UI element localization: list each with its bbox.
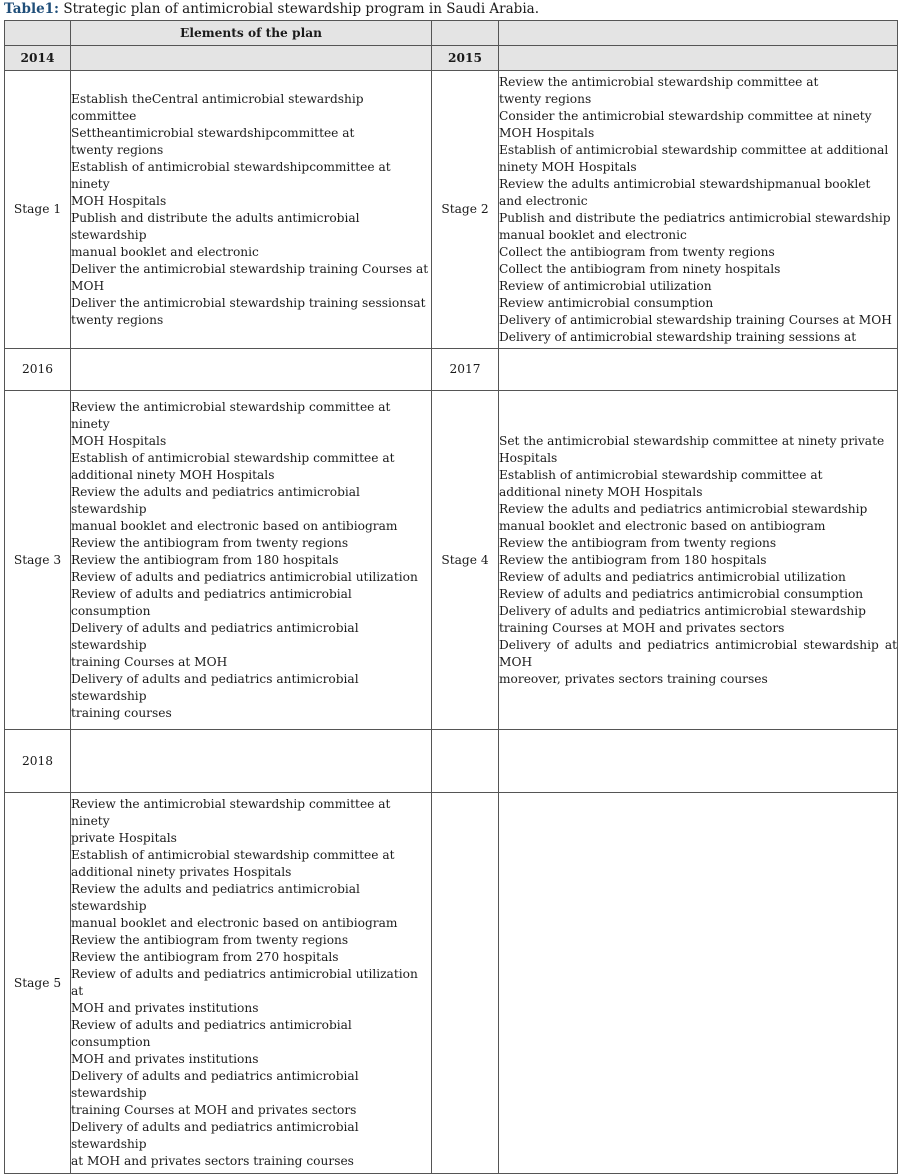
plan-element-line: stewardship xyxy=(71,227,147,242)
plan-element-line: Establish theCentral antimicrobial stewardship xyxy=(71,91,364,106)
plan-element-line: Review of adults and pediatrics antimicrobial utilization xyxy=(71,967,418,981)
plan-element-line: Consider the antimicrobial stewardship committee at ninety xyxy=(499,108,872,123)
plan-element-line: Delivery of antimicrobial stewardship training sessions at xyxy=(499,329,857,344)
plan-element-line: Review the antimicrobial stewardship committee at xyxy=(71,797,391,811)
plan-element-line: MOH and privates institutions xyxy=(71,1052,259,1066)
stage-5-label: Stage 5 xyxy=(5,793,71,1174)
plan-element-line: Review the adults antimicrobial stewardshipmanual booklet xyxy=(499,176,871,191)
year-row-empty-cell xyxy=(71,730,432,793)
plan-element-line: manual booklet and electronic based on antibiogram xyxy=(71,916,398,930)
plan-element-line: Collect the antibiogram from ninety hospitals xyxy=(499,261,781,276)
stage-3-elements xyxy=(71,391,432,730)
stage-row-3-4 xyxy=(5,391,898,730)
plan-element-line: Review of adults and pediatrics antimicrobial consumption xyxy=(499,586,864,601)
plan-element-line: Delivery of adults and pediatrics antimicrobial xyxy=(71,620,359,635)
plan-element-line: manual booklet and electronic based on antibiogram xyxy=(71,518,398,533)
year-row-2018 xyxy=(5,730,898,793)
year-2016: 2016 xyxy=(5,349,71,391)
plan-element-line: additional ninety MOH Hospitals xyxy=(499,484,703,499)
table-header-row xyxy=(5,21,898,46)
plan-element-line: consumption xyxy=(71,603,151,618)
plan-element-line: Review of adults and pediatrics antimicrobial xyxy=(71,1018,352,1032)
plan-element-line: Collect the antibiogram from twenty regions xyxy=(499,244,775,259)
elements-header: Elements of the plan xyxy=(71,21,432,46)
plan-element-line: Review the antibiogram from twenty regions xyxy=(499,535,777,550)
plan-element-line: Delivery of adults and pediatrics antimicrobial stewardship at xyxy=(499,637,897,652)
stage-4-label: Stage 4 xyxy=(432,391,499,730)
plan-element-line: manual booklet and electronic xyxy=(71,244,259,259)
year-row-empty-cell xyxy=(499,46,898,71)
stage-row-empty-cell xyxy=(499,793,898,1174)
plan-element-line: training Courses at MOH xyxy=(71,654,228,669)
plan-element-line: Review the antimicrobial stewardship committee at xyxy=(71,399,391,414)
stage-2-label: Stage 2 xyxy=(432,71,499,349)
plan-element-line: stewardship xyxy=(71,688,147,703)
year-2015: 2015 xyxy=(432,46,499,71)
plan-element-line: stewardship xyxy=(71,637,147,652)
plan-element-line: Review the antibiogram from 180 hospitals xyxy=(499,552,767,567)
plan-element-line: Review the adults and pediatrics antimicrobial xyxy=(71,484,360,499)
year-2018: 2018 xyxy=(5,730,71,793)
year-row-empty-cell xyxy=(499,349,898,391)
caption-text: Strategic plan of antimicrobial stewardship program in Saudi Arabia. xyxy=(59,1,539,17)
plan-element-line: additional ninety privates Hospitals xyxy=(71,865,292,879)
year-row-2014-2015 xyxy=(5,46,898,71)
plan-element-line: Review of adults and pediatrics antimicrobial utilization xyxy=(499,569,846,584)
plan-element-line: Delivery of adults and pediatrics antimicrobial xyxy=(71,671,359,686)
header-empty-cell xyxy=(499,21,898,46)
plan-element-line: stewardship xyxy=(71,1086,147,1100)
plan-element-line: Review the antibiogram from 270 hospitals xyxy=(71,950,339,964)
plan-element-line: Review the adults and pediatrics antimicrobial xyxy=(71,882,360,896)
plan-element-line: Review antimicrobial consumption xyxy=(499,295,714,310)
plan-element-line: Hospitals xyxy=(499,450,558,465)
plan-element-line: Establish of antimicrobial stewardship committee at xyxy=(71,450,395,465)
plan-element-line: additional ninety MOH Hospitals xyxy=(71,467,275,482)
stage-row-5 xyxy=(5,793,898,1174)
plan-element-line: Publish and distribute the adults antimicrobial xyxy=(71,210,360,225)
year-2014: 2014 xyxy=(5,46,71,71)
plan-element-line: Delivery of antimicrobial stewardship training Courses at MOH xyxy=(499,312,892,327)
plan-element-line: Delivery of adults and pediatrics antimicrobial xyxy=(71,1069,359,1083)
plan-element-line: stewardship xyxy=(71,1137,147,1151)
plan-element-line: training Courses at MOH and privates sectors xyxy=(71,1103,357,1117)
plan-element-line: private Hospitals xyxy=(71,831,177,845)
plan-element-line: stewardship xyxy=(71,899,147,913)
plan-element-line: committee xyxy=(71,108,137,123)
stage-5-elements xyxy=(71,793,432,1174)
plan-element-line: Review of adults and pediatrics antimicrobial xyxy=(71,586,352,601)
year-2017: 2017 xyxy=(432,349,499,391)
stage-3-label: Stage 3 xyxy=(5,391,71,730)
year-row-empty-cell xyxy=(71,46,432,71)
plan-element-line: twenty regions xyxy=(71,312,164,327)
plan-element-line: consumption xyxy=(71,1035,151,1049)
plan-element-line: ninety MOH Hospitals xyxy=(499,159,637,174)
plan-element-line: MOH Hospitals xyxy=(499,125,595,140)
caption-label: Table1: xyxy=(4,1,60,17)
plan-element-line: moreover, privates sectors training courses xyxy=(499,671,768,686)
plan-element-line: Review of adults and pediatrics antimicrobial utilization xyxy=(71,569,418,584)
plan-element-line: MOH xyxy=(499,654,533,669)
plan-element-line: twenty regions xyxy=(499,91,592,106)
plan-element-line: Establish of antimicrobial stewardship committee at xyxy=(499,467,823,482)
plan-element-line: Review the adults and pediatrics antimicrobial stewardship xyxy=(499,501,868,516)
plan-element-line: Set the antimicrobial stewardship committee at ninety private xyxy=(499,433,885,448)
plan-element-line: ninety xyxy=(71,176,110,191)
plan-element-line: Deliver the antimicrobial stewardship training sessionsat xyxy=(71,295,426,310)
plan-element-line: Delivery of adults and pediatrics antimicrobial stewardship xyxy=(499,603,866,618)
stage-1-label: Stage 1 xyxy=(5,71,71,349)
plan-element-line: at MOH and privates sectors training courses xyxy=(71,1154,354,1168)
plan-element-line: manual booklet and electronic based on antibiogram xyxy=(499,518,826,533)
plan-element-line: Establish of antimicrobial stewardship committee at additional xyxy=(499,142,889,157)
plan-element-line: Review the antimicrobial stewardship committee at xyxy=(499,74,819,89)
plan-element-line: training Courses at MOH and privates sectors xyxy=(499,620,785,635)
year-row-empty-cell xyxy=(432,730,499,793)
plan-element-line: ninety xyxy=(71,416,110,431)
header-empty-cell xyxy=(432,21,499,46)
stage-1-elements xyxy=(71,71,432,349)
plan-element-line: Publish and distribute the pediatrics antimicrobial stewardship xyxy=(499,210,891,225)
year-row-2016-2017 xyxy=(5,349,898,391)
header-empty-cell xyxy=(5,21,71,46)
plan-element-line: and electronic xyxy=(499,193,588,208)
plan-element-line: Establish of antimicrobial stewardship committee at xyxy=(71,848,395,862)
year-row-empty-cell xyxy=(499,730,898,793)
plan-element-line: at xyxy=(71,984,84,998)
plan-element-line: Establish of antimicrobial stewardshipcommittee at xyxy=(71,159,391,174)
plan-element-line: Review the antibiogram from 180 hospitals xyxy=(71,552,339,567)
stage-row-1-2 xyxy=(5,71,898,349)
plan-element-line: MOH Hospitals xyxy=(71,433,167,448)
plan-element-line: Review the antibiogram from twenty regions xyxy=(71,535,349,550)
plan-element-line: Deliver the antimicrobial stewardship training Courses at xyxy=(71,261,429,276)
plan-element-line: stewardship xyxy=(71,501,147,516)
table-caption xyxy=(4,0,539,20)
plan-element-line: Review the antibiogram from twenty regions xyxy=(71,933,349,947)
plan-element-line: MOH xyxy=(71,278,105,293)
stage-4-elements xyxy=(499,391,898,730)
year-row-empty-cell xyxy=(71,349,432,391)
plan-element-line: MOH and privates institutions xyxy=(71,1001,259,1015)
stage-2-elements xyxy=(499,71,898,349)
stage-row-empty-cell xyxy=(432,793,499,1174)
plan-element-line: training courses xyxy=(71,705,172,720)
plan-element-line: Review of antimicrobial utilization xyxy=(499,278,712,293)
plan-element-line: ninety xyxy=(71,814,110,828)
plan-element-line: manual booklet and electronic xyxy=(499,227,687,242)
plan-element-line: Delivery of adults and pediatrics antimicrobial xyxy=(71,1120,359,1134)
plan-element-line: MOH Hospitals xyxy=(71,193,167,208)
plan-element-line: Settheantimicrobial stewardshipcommittee at xyxy=(71,125,355,140)
strategic-plan-table xyxy=(4,20,898,1174)
plan-element-line: twenty regions xyxy=(71,142,164,157)
